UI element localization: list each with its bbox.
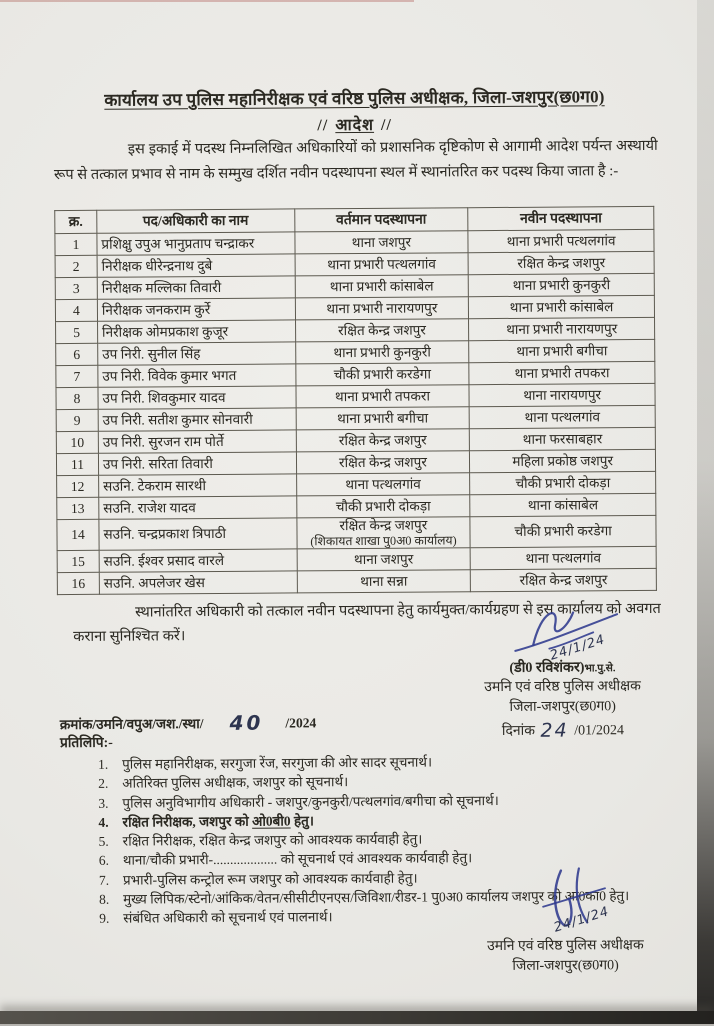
- table-row: [57, 568, 656, 594]
- row-new-posting: थाना फरसाबहार: [470, 427, 656, 450]
- row-current-posting-main: रक्षित केन्द्र जशपुर: [338, 322, 426, 338]
- row-current-posting-main: थाना प्रभारी कांसाबेल: [330, 278, 434, 294]
- col-header-officer: पद/अधिकारी का नाम: [97, 209, 295, 233]
- row-officer-name: सउनि. अपलेजर खेस: [99, 571, 297, 594]
- handwritten-date-bottom: 24/1/24: [552, 902, 612, 938]
- signing-officer-district: जिला-जशपुर(छ0ग0): [432, 697, 694, 719]
- row-serial: 10: [56, 431, 98, 453]
- row-serial: 12: [57, 475, 99, 497]
- copy-item-number: 7.: [99, 870, 123, 889]
- row-officer-name: उप निरी. विवेक कुमार भगत: [98, 364, 296, 387]
- col-header-current-posting: वर्तमान पदस्थापना: [294, 208, 468, 232]
- row-officer-name: प्रशिक्षु उपुअ भानुप्रताप चन्द्राकर: [97, 232, 295, 255]
- row-new-posting: रक्षित केन्द्र जशपुर: [468, 251, 654, 274]
- table-row: [57, 515, 656, 550]
- copy-item-text: रक्षित निरीक्षक, जशपुर को ओ0बी0 हेतु।: [122, 811, 314, 832]
- row-current-posting: [296, 495, 470, 518]
- copy-item-number: 6.: [99, 851, 123, 870]
- memo-number-line: [60, 708, 317, 734]
- row-current-posting: [295, 253, 469, 276]
- row-current-posting-note: [301, 470, 466, 471]
- row-new-posting: थाना कांसाबेल: [470, 493, 656, 516]
- signing-officer-designation: उमनि एवं वरिष्ठ पुलिस अधीक्षक: [432, 677, 694, 699]
- row-officer-name: सउनि. ईश्वर प्रसाद वारले: [99, 549, 297, 572]
- row-current-posting-note: [301, 514, 466, 515]
- row-current-posting-main: थाना प्रभारी बगीचा: [337, 410, 428, 426]
- row-current-posting: [296, 385, 470, 408]
- row-officer-name: उप निरी. सुनील सिंह: [98, 342, 296, 365]
- scan-bottom-shadow: [0, 1011, 714, 1024]
- row-current-posting-note: [301, 589, 466, 590]
- copy-item-number: 1.: [98, 755, 122, 774]
- row-serial: 16: [57, 572, 99, 594]
- date-label: दिनांक: [502, 724, 535, 739]
- row-current-posting: [295, 319, 469, 342]
- copy-item-number: 2.: [98, 774, 122, 793]
- row-officer-name: सउनि. टेकराम सारथी: [99, 474, 297, 497]
- row-current-posting: [296, 517, 470, 549]
- row-current-posting-main: थाना जशपुर: [354, 551, 413, 566]
- handwritten-memo-number: 40: [229, 711, 263, 735]
- row-new-posting: थाना प्रभारी बगीचा: [469, 339, 655, 362]
- row-new-posting: थाना प्रभारी पत्थलगांव: [468, 229, 654, 252]
- row-serial: 3: [55, 277, 97, 299]
- memo-number-year: /2024: [285, 715, 316, 730]
- service-suffix: भा.पु.से.: [584, 663, 615, 674]
- row-officer-name: निरीक्षक ओमप्रकाश कुजूर: [97, 320, 295, 343]
- row-new-posting: थाना नारायणपुर: [469, 383, 655, 406]
- row-serial: 9: [56, 409, 98, 431]
- row-officer-name: उप निरी. शिवकुमार यादव: [98, 386, 296, 409]
- copy-item-number: 5.: [99, 832, 123, 851]
- row-current-posting-main: चौकी प्रभारी करडेगा: [334, 366, 431, 382]
- order-word: आदेश: [335, 117, 374, 134]
- copy-item-text: संबंधित अधिकारी को सूचनार्थ एवं पालनार्थ।: [123, 908, 333, 929]
- row-serial: 14: [57, 519, 99, 550]
- row-serial: 8: [56, 387, 98, 409]
- row-new-posting: थाना प्रभारी नारायणपुर: [469, 317, 655, 340]
- copies-label: प्रतिलिपि:-: [60, 733, 113, 752]
- memo-number-label: क्रमांक/उमनि/वपुअ/जश./स्था/: [60, 716, 204, 732]
- copy-item-text: पुलिस महानिरीक्षक, सरगुजा रेंज, सरगुजा की ओर सादर सूचनार्थ।: [122, 752, 432, 773]
- row-serial: 13: [57, 497, 99, 519]
- transfer-table: [54, 206, 657, 595]
- row-new-posting: चौकी प्रभारी दोकड़ा: [470, 471, 656, 494]
- row-current-posting-note: [300, 448, 465, 449]
- order-slash-close: //: [381, 117, 392, 134]
- transfer-table-body: [55, 229, 657, 594]
- row-current-posting: [297, 570, 471, 593]
- row-current-posting-main: थाना प्रभारी तपकरा: [335, 388, 430, 404]
- copy-item-text: रक्षित निरीक्षक, रक्षित केन्द्र जशपुर को आवश्यक कार्यवाही हेतु।: [123, 830, 423, 851]
- row-serial: 11: [56, 453, 98, 475]
- row-current-posting-note: [299, 294, 464, 295]
- copy-item-text: अतिरिक्त पुलिस अधीक्षक, जशपुर को सूचनार्थ।: [122, 772, 348, 793]
- bottom-officer-designation: उमनि एवं वरिष्ठ पुलिस अधीक्षक: [435, 936, 695, 958]
- row-current-posting-note: [300, 426, 465, 427]
- row-current-posting-main: चौकी प्रभारी दोकड़ा: [336, 498, 431, 514]
- handwritten-date-top: 24/1/24: [548, 630, 608, 666]
- row-officer-name: उप निरी. सरिता तिवारी: [98, 452, 296, 475]
- row-officer-name: निरीक्षक धीरेन्द्रनाथ दुबे: [97, 254, 295, 277]
- order-slash-open: //: [317, 117, 328, 134]
- row-current-posting: [296, 473, 470, 496]
- signing-officer-name: (डी0 रविशंकर)भा.पु.से.: [431, 657, 693, 681]
- row-officer-name: निरीक्षक मल्लिका तिवारी: [97, 276, 295, 299]
- closing-paragraph: स्थानांतरित अधिकारी को तत्काल नवीन पदस्थापना हेतु कार्यमुक्त/कार्यग्रहण से इस कार्यालय को अवगत कराना सुनिश्चित करें।: [73, 597, 673, 649]
- row-current-posting-main: थाना प्रभारी पत्थलगांव: [327, 256, 436, 272]
- row-officer-name: निरीक्षक जनकराम कुर्रे: [97, 298, 295, 321]
- scan-right-shadow: [697, 0, 714, 1024]
- row-current-posting-main: थाना सन्ना: [360, 573, 407, 588]
- row-current-posting-main: रक्षित केन्द्र जशपुर: [339, 454, 427, 470]
- row-officer-name: उप निरी. सतीश कुमार सोनवारी: [98, 408, 296, 431]
- row-new-posting: थाना प्रभारी तपकरा: [469, 361, 655, 384]
- row-new-posting: थाना पत्थलगांव: [470, 546, 656, 569]
- office-title: कार्यालय उप पुलिस महानिरीक्षक एवं वरिष्ठ पुलिस अधीक्षक, जिला-जशपुर(छ0ग0): [0, 84, 712, 112]
- copy-item-text: प्रभारी-पुलिस कन्ट्रोल रूम जशपुर को आवश्यक कार्यवाही हेतु।: [123, 868, 418, 889]
- row-current-posting-note: [301, 492, 466, 493]
- underlined-word: ओ0बी0: [252, 813, 291, 828]
- intro-paragraph: इस इकाई में पदस्थ निम्नलिखित अधिकारियों को प्रशासनिक दृष्टिकोण से आगामी आदेश पर्यन्त अस्थायी रूप से तत्काल प्रभाव से नाम के सम्मुख दर्शित नवीन पदस्थापना स्थल में स्थानांतरित कर पदस्थ किया जाता है :-: [54, 134, 658, 187]
- row-officer-name: उप निरी. सुरजन राम पोर्ते: [98, 430, 296, 453]
- row-current-posting: [296, 429, 470, 452]
- row-current-posting: [296, 407, 470, 430]
- copy-item-text: मुख्य लिपिक/स्टेनो/आंकिक/वेतन/सीसीटीएनएस/जिविशा/रीडर-1 पु0अ0 कार्यालय जशपुर को आ0का0 हेतु।: [123, 886, 629, 909]
- row-current-posting-note: [299, 250, 464, 251]
- row-current-posting-main: थाना प्रभारी नारायणपुर: [326, 300, 437, 316]
- copy-item-number: 4.: [98, 813, 122, 832]
- row-current-posting: [295, 363, 469, 386]
- handwritten-day: 24: [540, 720, 568, 742]
- row-current-posting: [295, 275, 469, 298]
- row-current-posting-note: (शिकायत शाखा पु0अ0 कार्यालय): [301, 533, 466, 548]
- row-new-posting: थाना प्रभारी कांसाबेल: [469, 295, 655, 318]
- row-current-posting-note: [299, 272, 464, 273]
- row-officer-name: सउनि. चन्द्रप्रकाश त्रिपाठी: [99, 518, 297, 550]
- row-serial: 4: [55, 299, 97, 321]
- row-new-posting: महिला प्रकोष्ठ जशपुर: [470, 449, 656, 472]
- bottom-officer-district: जिला-जशपुर(छ0ग0): [435, 956, 695, 978]
- row-current-posting-note: [300, 360, 465, 361]
- copy-item-text: पुलिस अनुविभागीय अधिकारी - जशपुर/कुनकुरी/पत्थलगांव/बगीचा को सूचनार्थ।: [122, 791, 499, 813]
- row-current-posting-note: [300, 382, 465, 383]
- row-current-posting: [297, 548, 471, 571]
- row-new-posting: थाना प्रभारी कुनकुरी: [468, 273, 654, 296]
- row-current-posting: [296, 451, 470, 474]
- row-serial: 2: [55, 255, 97, 277]
- col-header-serial: क्र.: [55, 210, 97, 233]
- date-rest: /01/2024: [574, 723, 624, 738]
- row-current-posting-note: [300, 316, 465, 317]
- row-current-posting-note: [301, 567, 466, 568]
- copy-item-number: 8.: [99, 890, 123, 909]
- row-serial: 1: [55, 233, 97, 255]
- row-current-posting: [294, 231, 468, 254]
- col-header-new-posting: नवीन पदस्थापना: [468, 206, 654, 230]
- row-officer-name: सउनि. राजेश यादव: [99, 496, 297, 519]
- row-new-posting: रक्षित केन्द्र जशपुर: [471, 568, 657, 591]
- row-current-posting-main: थाना प्रभारी कुनकुरी: [333, 344, 431, 360]
- copy-item-number: 9.: [99, 909, 123, 928]
- row-serial: 7: [56, 365, 98, 387]
- row-new-posting: चौकी प्रभारी करडेगा: [470, 515, 656, 547]
- row-serial: 6: [56, 343, 98, 365]
- row-serial: 5: [56, 321, 98, 343]
- row-current-posting-main: थाना पत्थलगांव: [345, 476, 421, 492]
- row-current-posting-main: थाना जशपुर: [352, 234, 411, 249]
- row-current-posting-main: रक्षित केन्द्र जशपुर: [339, 518, 427, 534]
- row-current-posting: [295, 341, 469, 364]
- row-current-posting-main: रक्षित केन्द्र जशपुर: [339, 432, 427, 448]
- order-date-line: [432, 718, 694, 743]
- row-serial: 15: [57, 550, 99, 572]
- row-current-posting-note: [300, 338, 465, 339]
- copy-item-text: थाना/चौकी प्रभारी-................... को सूचनार्थ एवं आवश्यक कार्यवाही हेतु।: [123, 849, 473, 871]
- row-current-posting-note: [300, 404, 465, 405]
- row-current-posting: [295, 297, 469, 320]
- copy-item-number: 3.: [98, 793, 122, 812]
- row-new-posting: थाना पत्थलगांव: [469, 405, 655, 428]
